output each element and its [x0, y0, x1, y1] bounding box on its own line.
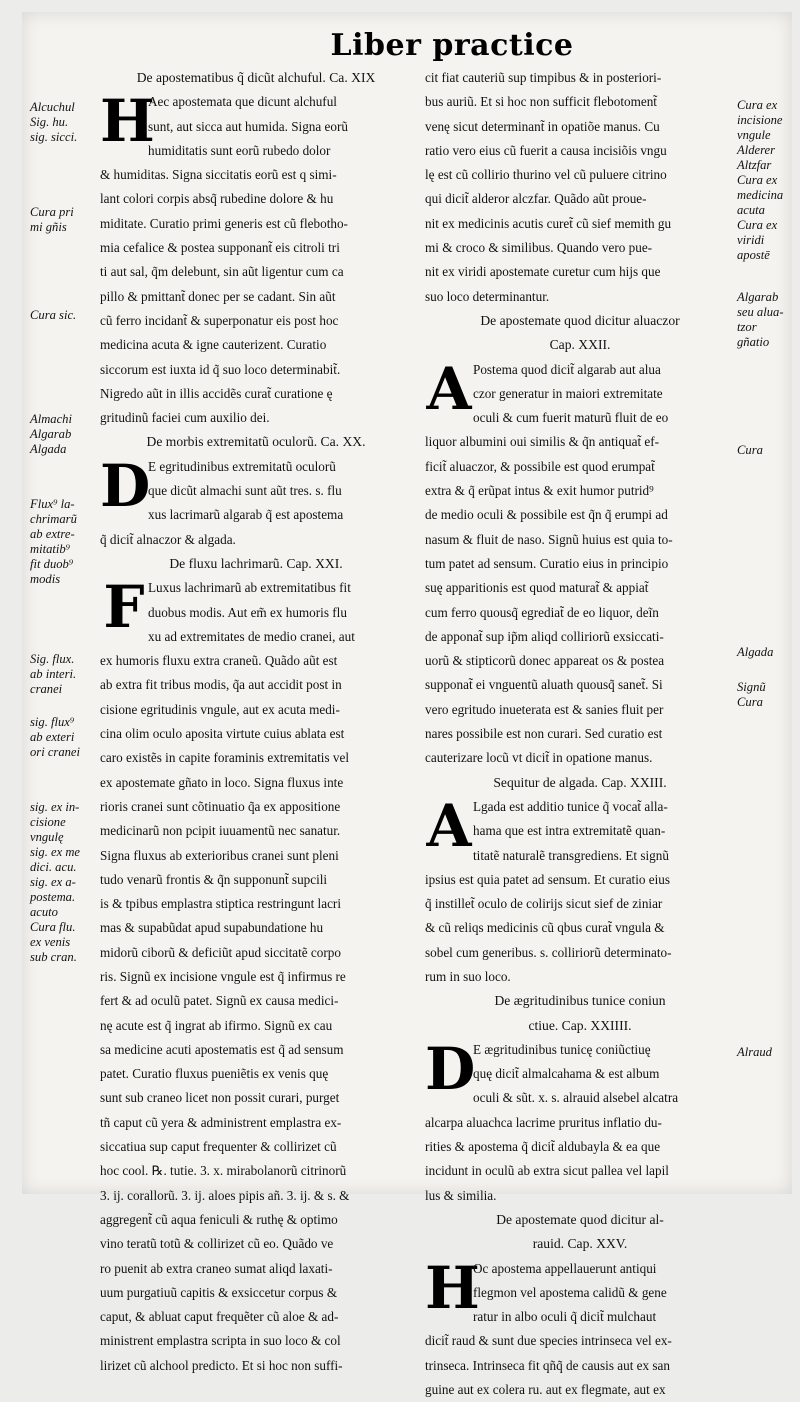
margin-note: Signũ Cura — [737, 680, 766, 709]
text-line: ro puenit ab extra craneo sumat aliqd laxati- — [100, 1260, 333, 1276]
chapter-heading: De apostemate quod dicitur al- — [496, 1211, 664, 1227]
text-line: qui dicit̃ alderor alczfar. Quãdo aũt proue- — [425, 191, 647, 207]
text-line: guine aut ex colera ru. aut ex flegmate, aut ex — [425, 1382, 666, 1398]
chapter-heading: De ægritudinibus tunice coniun — [494, 993, 666, 1009]
page-title: Liber practice — [330, 28, 574, 63]
drop-cap: A — [426, 354, 472, 423]
chapter-body — [100, 573, 412, 1378]
chapter-heading: De fluxu lachrimarũ. Cap. XXI. — [169, 555, 343, 571]
text-line: cit fiat cauteriũ sup timpibus & in posteriori- — [425, 70, 662, 85]
text-line: rities & apostema q̃ dicit̃ aldubayla & ea que — [425, 1139, 661, 1155]
text-line: medicina acuta & igne cauterizent. Curatio — [100, 337, 327, 353]
margin-note: Sig. flux. ab interi. cranei — [30, 652, 77, 696]
text-line: rum in suo loco. — [425, 968, 511, 984]
text-line: cum ferro quousq̃ egrediat̃ de eo liquor, deĩn — [425, 604, 659, 620]
text-line: Lgada est additio tunice q̃ vocat̃ alla- — [473, 798, 668, 814]
text-line: mas & supabũdat apud supabundatione hu — [100, 920, 324, 936]
text-line: de medio oculi & possibile est q̃n q̃ erumpi ad — [425, 507, 668, 523]
text-line: Aec apostemata que dicunt alchuful — [148, 94, 337, 110]
drop-cap: H — [100, 87, 155, 156]
margin-note: Algarab seu alua- tzor gñatio — [737, 290, 784, 349]
text-line: supponat̃ ei vnguentũ aluath quousq̃ sanet̃. Si — [425, 677, 663, 693]
text-line: tudo venarũ frontis & q̃n supponunt̃ supcili — [100, 871, 328, 887]
text-line: gritudinũ faciei cum auxilio dei. — [100, 410, 270, 426]
text-line: nit ex medicinis acutis curet̃ cũ sief memith gu — [425, 215, 672, 231]
text-line: caro existẽs in capite foraminis extremitatis vel — [100, 750, 350, 766]
text-line: rioris cranei sunt cõtinuatio q̃a ex appositione — [100, 798, 341, 814]
text-line: duobus modis. Aut em̃ ex humoris flu — [148, 604, 347, 620]
text-line: hama que est intra extremitatẽ quan- — [473, 823, 666, 839]
margin-note: Almachi Algarab Algada — [30, 412, 72, 456]
margin-note: Cura ex incisione vngule Alderer Altzfar Cura ex medicina acuta Cura ex viridi apostē — [737, 98, 784, 262]
text-line: incidunt in oculũ ab extra sicut pallea vel lapil — [425, 1163, 669, 1179]
margin-note: Cura sic. — [30, 308, 77, 322]
margin-note: sig. flux⁹ ab exteri ori cranei — [30, 715, 81, 759]
text-line: aggregent̃ cũ aqua feniculi & ruthę & optimo — [100, 1211, 338, 1227]
text-line: midorũ ciborũ & deficiũt apud siccitatẽ corpo — [100, 944, 341, 960]
text-line: suo loco determinantur. — [425, 288, 550, 304]
text-line: nasum & fluit de naso. Signũ huius est quia to- — [425, 531, 673, 547]
text-line: Postema quod dicit̃ algarab aut alua — [473, 361, 661, 377]
text-line: ex apostemate gñato in loco. Signa fluxus inte — [100, 774, 344, 790]
left-column — [100, 66, 412, 1378]
text-line: mi & croco & similibus. Quando vero pue- — [425, 240, 653, 256]
text-line: hoc cool. ℞. tutie. 3. x. mirabolanorũ citrinorũ — [100, 1163, 347, 1179]
text-line: lirizet cũ alchool predicto. Et si hoc non suffi- — [100, 1357, 343, 1373]
chapter-body — [100, 87, 412, 430]
text-line: cauterizare locũ vt dicit̃ in opatione manus. — [425, 750, 653, 766]
margin-note: Cura pri mi gñis — [30, 205, 74, 234]
text-line: cũ ferro incidant̃ & superponatur eis post hoc — [100, 312, 339, 328]
text-line: lant colori corpis absq̃ rubedine dolore & hu — [100, 191, 334, 207]
text-line: tñ caput cũ yera & administrent emplastra ex- — [100, 1114, 342, 1130]
text-line: lę est cũ collirio thurino vel cũ puluere citrino — [425, 167, 667, 183]
chapter-body — [425, 1253, 735, 1402]
text-line: venę sicut determinant̃ in opatiõe manus. Cu — [425, 118, 660, 134]
chapter-heading: De apostematibus q̃ dicũt alchuful. Ca. XIX — [136, 70, 376, 85]
text-line: miditate. Curatio primi generis est cũ flebotho- — [100, 215, 348, 231]
text-line: siccorum est iuxta id q̃ suo loco determinabit̃. — [100, 361, 341, 377]
text-line: nares possibile est non curari. Sed curatio est — [425, 726, 663, 742]
text-line: siccatiua sup caput frequenter & collirizet cũ — [100, 1139, 337, 1155]
text-line: trinseca. Intrinseca fit qñq̃ de causis aut ex san — [425, 1357, 670, 1373]
text-line: czor generatur in maiori extremitate — [473, 385, 663, 401]
chapter-body — [425, 791, 735, 989]
margin-note: Alraud — [737, 1045, 772, 1059]
text-line: sunt, aut sicca aut humida. Signa eorũ — [148, 118, 348, 134]
text-line: Oc apostema appellauerunt antiqui — [473, 1260, 657, 1276]
text-line: ipsius est quia patet ad sensum. Et curatio eius — [425, 871, 671, 887]
chapter-body — [100, 451, 412, 552]
text-line: q̃ dicit̃ alnaczor & algada. — [100, 531, 236, 547]
text-line: oculi & cum fuerit maturũ fluit de eo — [473, 410, 669, 426]
margin-note: sig. ex in- cisione vngulę sig. ex me dici. acu. sig. ex a- postema. acuto Cura flu. ex venis sub cran. — [30, 800, 81, 964]
drop-cap: A — [426, 791, 472, 860]
text-line: ab extra fit tribus modis, q̃a aut accidit post in — [100, 677, 342, 693]
text-line: patet. Curatio fluxus pueniẽtis ex venis quę — [100, 1066, 329, 1082]
text-line: lus & similia. — [425, 1187, 497, 1203]
text-line: dicit̃ raud & sunt due species intrinseca vel ex- — [425, 1333, 672, 1349]
text-line: que dicũt almachi sunt aũt tres. s. flu — [148, 483, 342, 499]
margin-note: Flux⁹ la- chrimarũ ab extre- mitatib⁹ fit duob⁹ modis — [30, 497, 77, 586]
text-line: nę acute est q̃ ingrat ab ifirmo. Signũ ex cau — [100, 1017, 333, 1033]
chapter-heading: De apostemate quod dicitur aluaczor — [480, 312, 680, 328]
text-line: alcarpa aluachca lacrime pruritus inflatio du- — [425, 1114, 662, 1130]
text-line: Signa fluxus ab exterioribus cranei sunt pleni — [100, 847, 339, 863]
text-line: medicinarũ non pcipit iuuamentũ nec sanatur. — [100, 823, 341, 839]
text-line: uum purgatiuũ capitis & exsiccetur corpus & — [100, 1284, 338, 1300]
text-line: pillo & pmittant̃ donec per se cadant. Sin aũt — [100, 288, 336, 304]
text-line: mia cefalice & postea supponant̃ eis citroli tri — [100, 240, 340, 256]
text-line: ris. Signũ ex incisione vngule est q̃ infirmus re — [100, 968, 346, 984]
text-line: ti aut sal, q̃m delebunt, sin aũt ligentur cum ca — [100, 264, 344, 280]
text-line: tum patet ad sensum. Curatio eius in principio — [425, 555, 669, 571]
text-line: ex humoris fluxu extra craneũ. Quãdo aũt est — [100, 653, 338, 669]
text-line: E ægritudinibus tunicę coniũctiuę — [473, 1041, 651, 1057]
text-line: ratio vero eius cũ fuerit a causa incisiõis vngu — [425, 142, 667, 158]
chapter-body — [425, 354, 735, 771]
text-line: xu ad extremitates de medio cranei, aut — [148, 628, 355, 644]
text-line: uorũ & stipticorũ donec appareat os & postea — [425, 653, 665, 669]
text-line: vero egritudo inueterata est & sanies fluit per — [425, 701, 664, 717]
text-line: sunt sub craneo licet non possit curari, purget — [100, 1090, 340, 1106]
chapter-subheading: rauid. Cap. XXV. — [532, 1236, 628, 1252]
text-line: sa medicine acuti apostematis est q̃ ad sensum — [100, 1041, 344, 1057]
text-line: flegmon vel apostema calidũ & gene — [473, 1284, 667, 1300]
chapter-subheading: Cap. XXII. — [549, 337, 611, 353]
margin-note: Alcuchul Sig. hu. sig. sicci. — [30, 100, 78, 144]
chapter-heading: De morbis extremitatũ oculorũ. Ca. XX. — [146, 434, 366, 450]
text-line: sobel cum generibus. s. colliriorũ determinato- — [425, 944, 672, 960]
margin-note: Algada — [737, 645, 774, 659]
text-line: ficit̃ aluaczor, & possibile est quod erumpat̃ — [425, 458, 655, 474]
text-line: titatẽ naturalẽ transgrediens. Et signũ — [473, 847, 669, 863]
text-line: nit ex viridi apostemate curetur cum hijs que — [425, 264, 661, 280]
text-line: de apponat̃ sup ip̃m aliqd colliriorũ exsiccati- — [425, 628, 664, 644]
text-line: & humiditas. Signa siccitatis eorũ est q simi- — [100, 167, 337, 183]
text-line: oculi & sũt. x. s. alrauid alsebel alcatra — [473, 1090, 679, 1106]
text-line: E egritudinibus extremitatũ oculorũ — [148, 458, 336, 474]
text-line: liquor albumini oui similis & q̃n antiquat̃ ef- — [425, 434, 660, 450]
drop-cap: D — [100, 451, 151, 520]
text-line: cina olim oculo aposita virtute cuius ablata est — [100, 726, 345, 742]
text-line: ratur in albo oculi q̃ dicit̃ mulchaut — [473, 1309, 657, 1325]
margin-note: Cura — [737, 443, 763, 457]
text-line: suę apparitionis est quod maturat̃ & appiat̃ — [425, 580, 649, 596]
text-line: is & tpibus emplastra stiptica restringunt lacri — [100, 896, 341, 912]
text-line: extra & q̃ erũpat intus & exit humor putrid⁹ — [425, 483, 654, 499]
text-line: vino teratũ totũ & collirizet cũ eo. Quãdo ve — [100, 1236, 334, 1252]
text-line: fert & ad oculũ patet. Signũ ex causa medici- — [100, 993, 339, 1009]
chapter-subheading: ctiue. Cap. XXIIII. — [528, 1017, 632, 1033]
text-line: xus lacrimarũ algarab q̃ est apostema — [148, 507, 344, 523]
text-line: 3. ij. corallorũ. 3. ij. aloes pipis añ. 3. ij. & s. & — [100, 1187, 350, 1203]
text-line: q̃ instillet̃ oculo de colirijs sicut sief de ziniar — [425, 896, 663, 912]
text-line: quę dicit̃ almalcahama & est album — [473, 1066, 660, 1082]
text-line: bus auriũ. Et si hoc non sufficit flebotoment̃ — [425, 94, 657, 110]
drop-cap: H — [425, 1253, 480, 1322]
text-line: caput, & abluat caput frequẽter cũ aloe & ad- — [100, 1309, 339, 1325]
drop-cap: F — [103, 573, 145, 642]
text-line: ministrent emplastra scripta in suo loco & col — [100, 1333, 341, 1349]
text-line: humiditatis sunt eorũ rubedo dolor — [148, 142, 331, 158]
chapter-heading: Sequitur de algada. Cap. XXIII. — [493, 774, 667, 790]
chapter-body — [425, 1034, 735, 1208]
drop-cap: D — [425, 1034, 476, 1103]
text-line: Luxus lachrimarũ ab extremitatibus fit — [148, 580, 351, 596]
text-line: cisione egritudinis vngule, aut ex acuta medi- — [100, 701, 340, 717]
text-line: Nigredo aũt in illis accidẽs curat̃ curatione ę — [100, 385, 333, 401]
text-line: & cũ reliqs medicinis cũ qbus curat̃ vngula & — [425, 920, 665, 936]
